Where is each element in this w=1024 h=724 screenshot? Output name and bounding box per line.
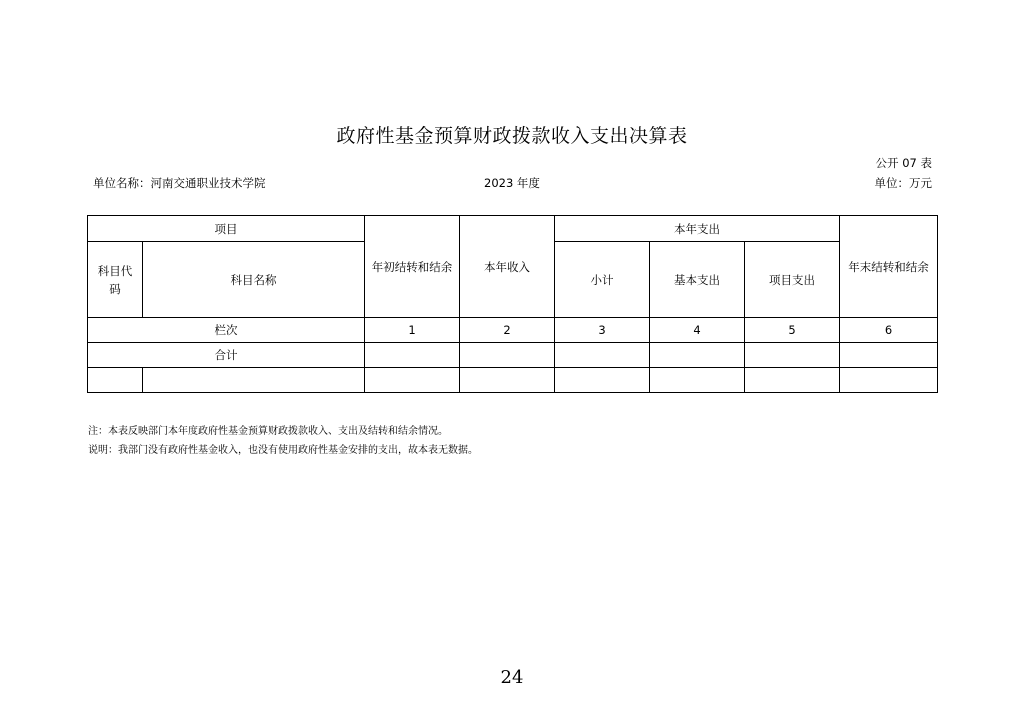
empty-cell xyxy=(840,368,938,393)
page-title: 政府性基金预算财政拨款收入支出决算表 xyxy=(336,125,688,147)
header-current-income: 本年收入 xyxy=(460,216,555,318)
page-number: 24 xyxy=(500,667,524,688)
header-subject-name: 科目名称 xyxy=(143,242,365,318)
header-current-expense: 本年支出 xyxy=(555,216,840,242)
column-number: 1 xyxy=(365,318,460,343)
total-cell xyxy=(650,343,745,368)
header-project: 项目 xyxy=(88,216,365,242)
empty-cell xyxy=(745,368,840,393)
empty-cell xyxy=(650,368,745,393)
header-subtotal: 小计 xyxy=(555,242,650,318)
empty-cell xyxy=(555,368,650,393)
currency-unit: 单位：万元 xyxy=(874,176,932,190)
header-closing-balance: 年末结转和结余 xyxy=(840,216,938,318)
table-note: 注：本表反映部门本年度政府性基金预算财政拨款收入、支出及结转和结余情况。 xyxy=(88,426,448,437)
column-number: 2 xyxy=(460,318,555,343)
header-basic-expense: 基本支出 xyxy=(650,242,745,318)
column-number: 3 xyxy=(555,318,650,343)
empty-cell xyxy=(143,368,365,393)
total-cell xyxy=(745,343,840,368)
column-number: 5 xyxy=(745,318,840,343)
total-label: 合计 xyxy=(88,343,365,368)
total-cell xyxy=(840,343,938,368)
empty-cell xyxy=(460,368,555,393)
form-number: 公开 07 表 xyxy=(875,156,932,170)
total-cell xyxy=(460,343,555,368)
empty-cell xyxy=(365,368,460,393)
table-explanation: 说明：我部门没有政府性基金收入，也没有使用政府性基金安排的支出，故本表无数据。 xyxy=(88,445,478,456)
empty-cell xyxy=(88,368,143,393)
header-project-expense: 项目支出 xyxy=(745,242,840,318)
budget-table xyxy=(87,215,938,393)
column-label: 栏次 xyxy=(88,318,365,343)
column-number: 6 xyxy=(840,318,938,343)
header-opening-balance: 年初结转和结余 xyxy=(365,216,460,318)
header-subject-code: 科目代码 xyxy=(88,242,143,318)
column-number: 4 xyxy=(650,318,745,343)
unit-name: 单位名称：河南交通职业技术学院 xyxy=(93,176,266,190)
total-cell xyxy=(365,343,460,368)
total-cell xyxy=(555,343,650,368)
fiscal-year: 2023 年度 xyxy=(484,176,540,190)
